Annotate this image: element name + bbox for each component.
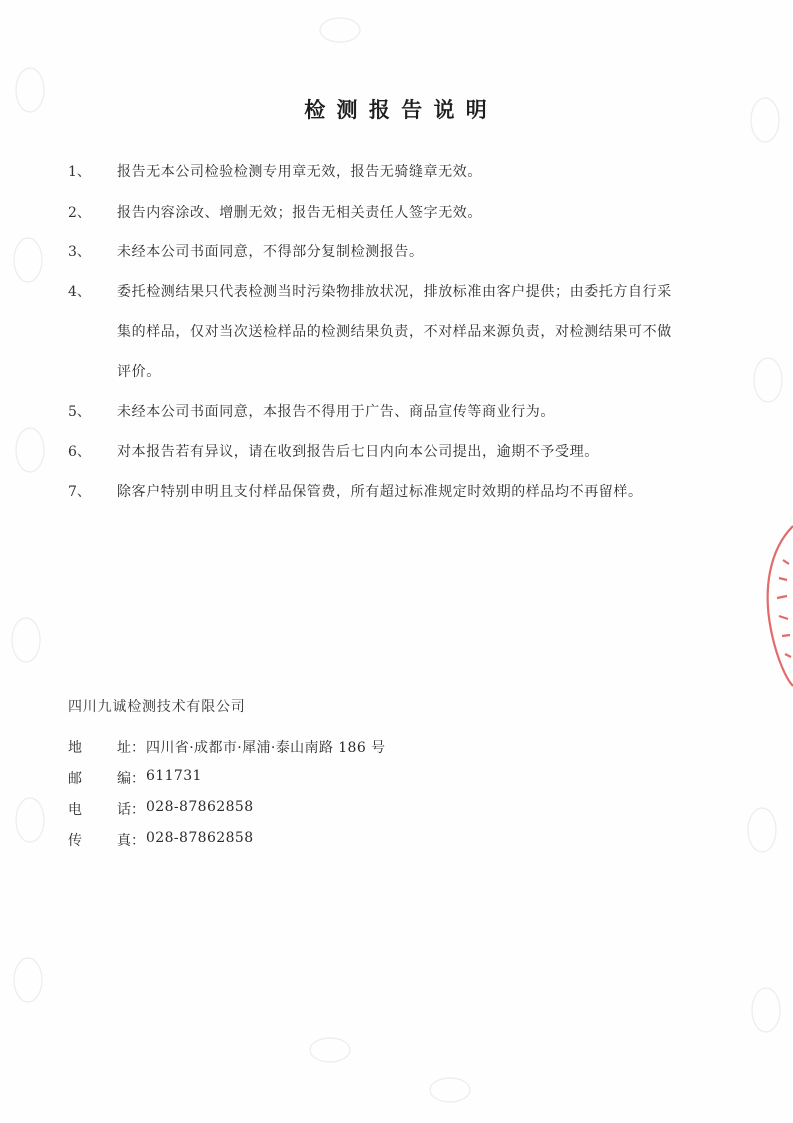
note-text: 未经本公司书面同意，不得部分复制检测报告。 [117, 244, 424, 260]
contact-value: 028-87862858 [146, 830, 254, 846]
contact-label: 话： [117, 802, 145, 818]
note-number: 3、 [68, 244, 91, 260]
note-number: 6、 [68, 444, 91, 460]
contact-label: 电 [68, 802, 82, 818]
contact-label: 邮 [68, 771, 82, 787]
page-title: 检 测 报 告 说 明 [304, 98, 489, 122]
contact-label: 真： [117, 833, 145, 849]
contact-value: 028-87862858 [146, 799, 254, 815]
seal-stamp-icon [749, 520, 793, 690]
note-text: 委托检测结果只代表检测当时污染物排放状况，排放标准由客户提供；由委托方自行采 [117, 284, 672, 300]
contact-label: 址： [117, 740, 145, 756]
contact-label: 传 [68, 833, 82, 849]
note-text: 评价。 [117, 364, 161, 380]
note-number: 7、 [68, 484, 91, 500]
contact-value: 611731 [146, 768, 202, 784]
note-text: 集的样品，仅对当次送检样品的检测结果负责，不对样品来源负责，对检测结果可不做 [117, 324, 672, 340]
note-text: 对本报告若有异议，请在收到报告后七日内向本公司提出，逾期不予受理。 [117, 444, 599, 460]
note-number: 5、 [68, 404, 91, 420]
note-text: 报告无本公司检验检测专用章无效，报告无骑缝章无效。 [117, 164, 482, 180]
company-name: 四川九诚检测技术有限公司 [68, 699, 246, 715]
note-text: 除客户特别申明且支付样品保管费，所有超过标准规定时效期的样品均不再留样。 [117, 484, 643, 500]
note-number: 4、 [68, 284, 91, 300]
note-number: 2、 [68, 205, 91, 221]
contact-label: 编： [117, 771, 145, 787]
note-text: 报告内容涂改、增删无效；报告无相关责任人签字无效。 [117, 205, 482, 221]
contact-label: 地 [68, 740, 82, 756]
note-number: 1、 [68, 164, 91, 180]
contact-value: 四川省·成都市·犀浦·泰山南路 186 号 [146, 740, 386, 756]
note-text: 未经本公司书面同意，本报告不得用于广告、商品宣传等商业行为。 [117, 404, 555, 420]
